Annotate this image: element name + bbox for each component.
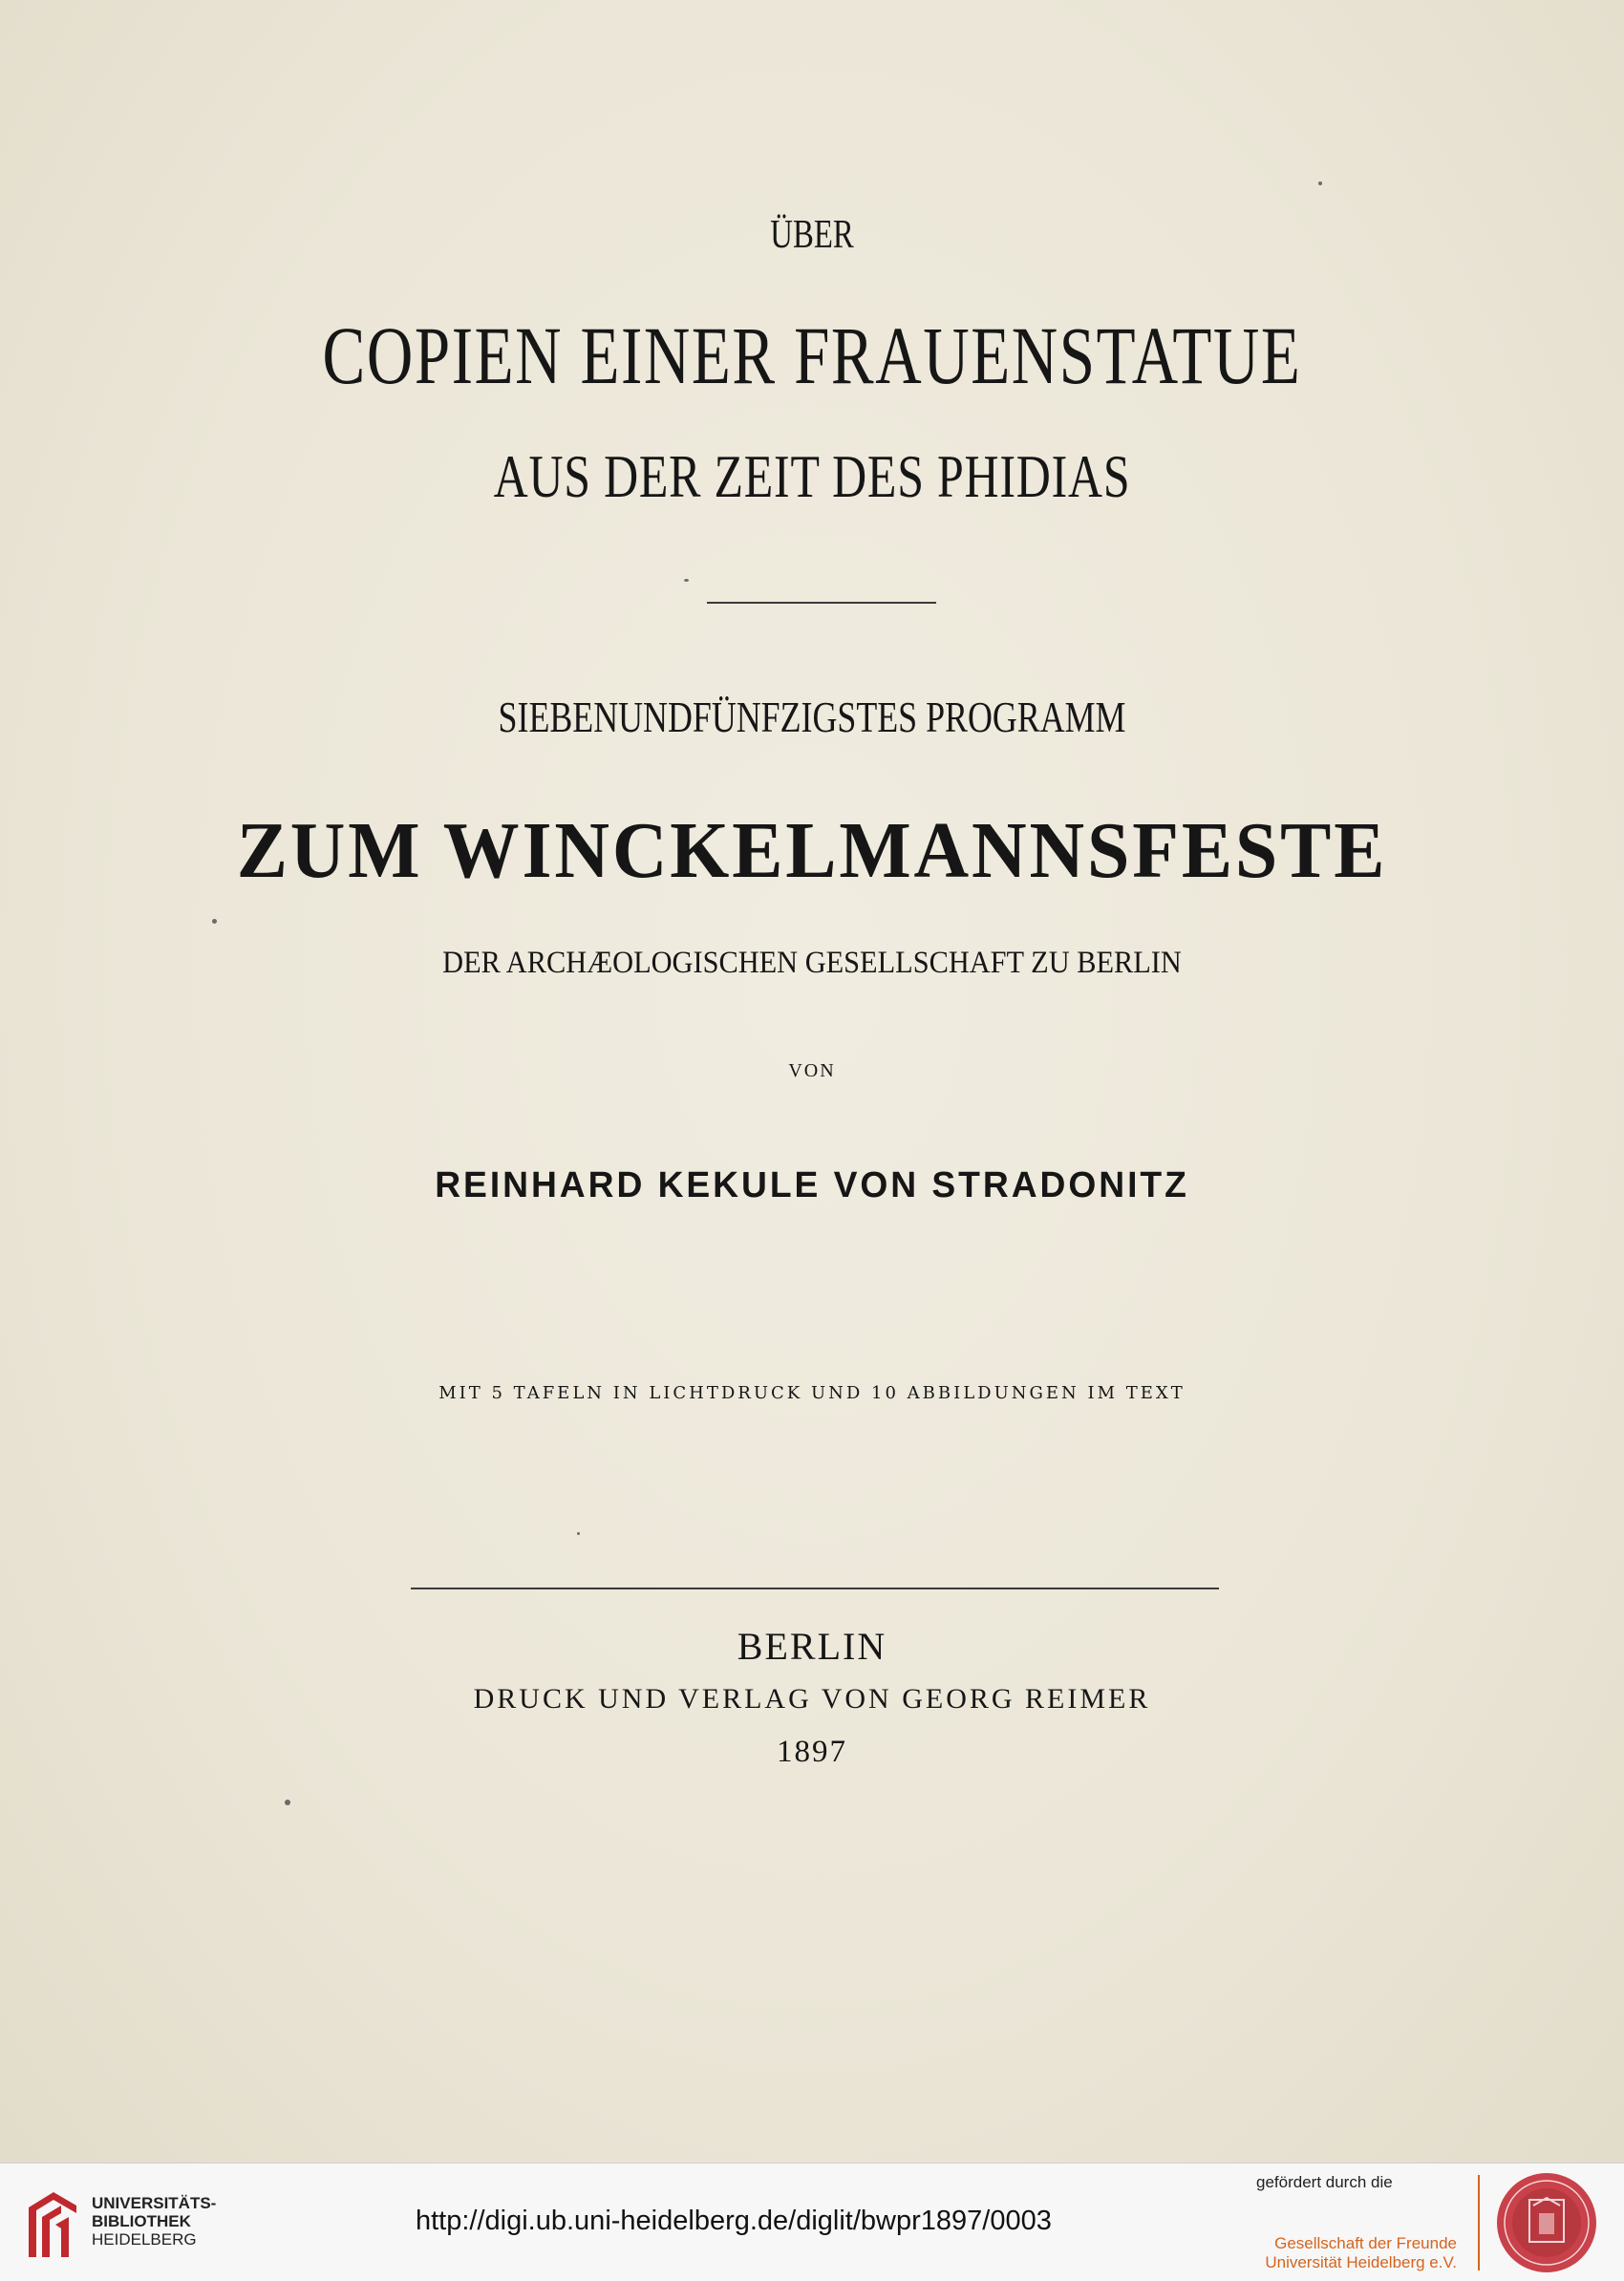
- paper-speck: [285, 1800, 290, 1805]
- ub-heidelberg-logo-icon: [19, 2185, 86, 2263]
- short-divider: [707, 602, 936, 604]
- paper-speck: [212, 919, 217, 924]
- library-name-line2: BIBLIOTHEK: [92, 2212, 191, 2230]
- sponsor-lead: gefördert durch die: [1256, 2173, 1393, 2191]
- permalink-url[interactable]: http://digi.ub.uni-heidelberg.de/diglit/bwpr1897/0003: [416, 2206, 1052, 2236]
- program-line: SIEBENUNDFÜNFZIGSTES PROGRAMM: [498, 693, 1126, 741]
- imprint-publisher: DRUCK UND VERLAG VON GEORG REIMER: [473, 1683, 1151, 1715]
- digitization-footer: [0, 2163, 1624, 2281]
- imprint-place: BERLIN: [737, 1625, 887, 1668]
- illustrations-note: MIT 5 TAFELN IN LICHTDRUCK UND 10 ABBILDUNGEN IM TEXT: [438, 1383, 1186, 1403]
- library-name: [92, 2194, 216, 2249]
- university-seal-icon: [1495, 2171, 1598, 2274]
- imprint-year: 1897: [777, 1735, 847, 1769]
- main-title-line2: AUS DER ZEIT DES PHIDIAS: [493, 442, 1131, 510]
- title-prefix: ÜBER: [770, 213, 854, 257]
- sponsor-block: [1256, 2173, 1476, 2271]
- paper-speck: [577, 1532, 580, 1535]
- library-name-line3: HEIDELBERG: [92, 2230, 197, 2249]
- paper-speck: [684, 579, 689, 582]
- main-title-line1: COPIEN EINER FRAUENSTATUE: [322, 309, 1302, 401]
- sponsor-org-line1: Gesellschaft der Freunde: [1274, 2234, 1457, 2252]
- paper-speck: [1318, 181, 1322, 185]
- sponsor-org-line2: Universität Heidelberg e.V.: [1265, 2253, 1457, 2271]
- sponsor-org: [1256, 2234, 1457, 2272]
- long-divider: [411, 1588, 1219, 1589]
- festival-title: ZUM WINCKELMANNSFESTE: [236, 806, 1388, 895]
- library-name-line1: UNIVERSITÄTS-: [92, 2194, 217, 2212]
- sponsor-separator: [1478, 2175, 1480, 2270]
- society-line: DER ARCHÆOLOGISCHEN GESELLSCHAFT ZU BERLIN: [442, 946, 1182, 980]
- by-line: VON: [788, 1060, 836, 1081]
- author-name: REINHARD KEKULE VON STRADONITZ: [435, 1165, 1189, 1205]
